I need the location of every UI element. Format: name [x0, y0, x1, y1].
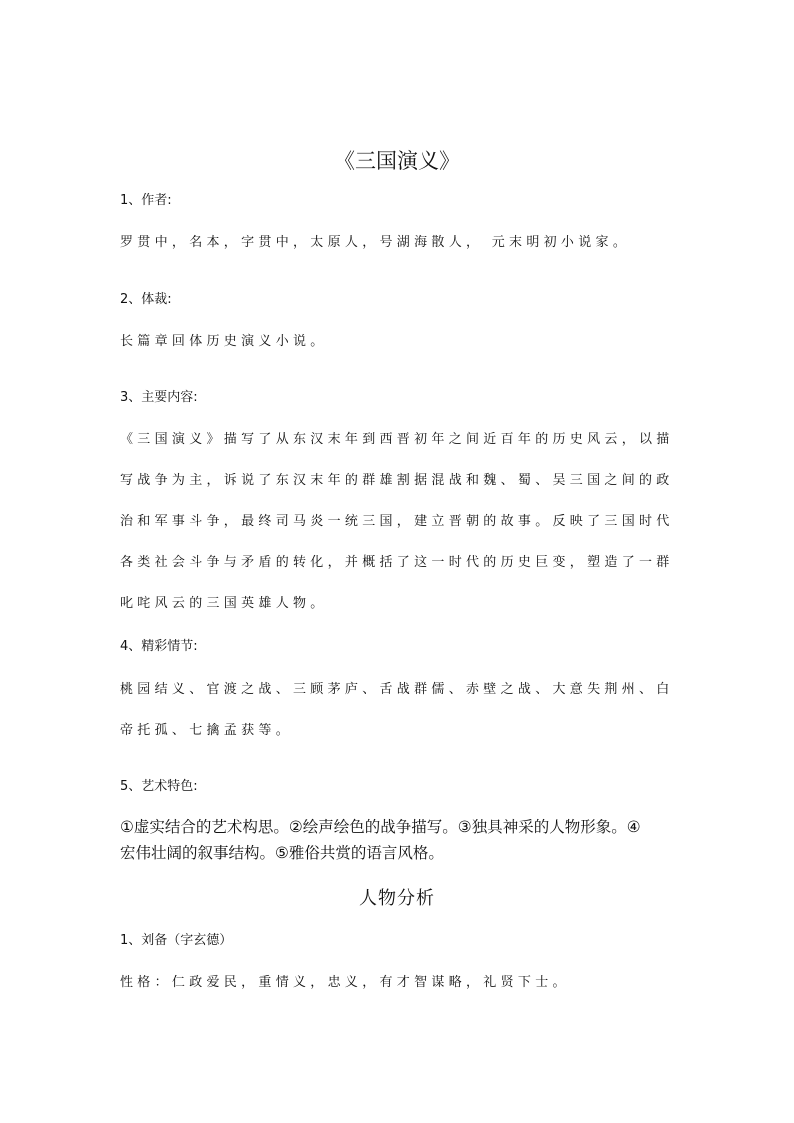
character-heading-liubei: 1、刘备（字玄德）	[120, 933, 233, 948]
text-line: 罗贯中，名本，字贯中，太原人，号湖海散人， 元末明初小说家。	[120, 235, 631, 250]
text-line: 长篇章回体历史演义小说。	[120, 334, 328, 349]
section-heading-content: 3、主要内容:	[120, 390, 198, 405]
section-body-plots	[120, 680, 674, 762]
text-line: 性格：仁政爱民，重情义，忠义，有才智谋略，礼贤下士。	[120, 975, 570, 990]
section-body-genre	[120, 332, 674, 373]
text-line: 叱咤风云的三国英雄人物。	[120, 596, 328, 611]
text-line: 桃园结义、官渡之战、三顾茅庐、舌战群儒、赤壁之战、大意失荆州、白	[120, 682, 674, 697]
section-heading-genre: 2、体裁:	[120, 292, 172, 307]
text-line: ①虚实结合的艺术构思。②绘声绘色的战争描写。③独具神采的人物形象。④	[120, 818, 641, 836]
text-line: 帝托孤、七擒孟获等。	[120, 723, 294, 738]
section-body-content	[120, 430, 674, 635]
text-line: 《三国演义》描写了从东汉末年到西晋初年之间近百年的历史风云，以描	[120, 432, 674, 447]
section-body-author	[120, 233, 674, 274]
section-subtitle: 人物分析	[359, 888, 435, 909]
text-line: 治和军事斗争，最终司马炎一统三国，建立晋朝的故事。反映了三国时代	[120, 514, 674, 529]
character-body-liubei	[120, 973, 674, 1014]
document-title: 《三国演义》	[334, 149, 460, 173]
section-body-art	[120, 814, 680, 866]
section-heading-plots: 4、精彩情节:	[120, 639, 198, 654]
text-line: 宏伟壮阔的叙事结构。⑤雅俗共赏的语言风格。	[120, 844, 444, 862]
section-heading-art: 5、艺术特色:	[120, 779, 198, 794]
text-line: 写战争为主，诉说了东汉末年的群雄割据混战和魏、蜀、吴三国之间的政	[120, 473, 674, 488]
text-line: 各类社会斗争与矛盾的转化，并概括了这一时代的历史巨变，塑造了一群	[120, 555, 674, 570]
section-heading-author: 1、作者:	[120, 193, 172, 208]
